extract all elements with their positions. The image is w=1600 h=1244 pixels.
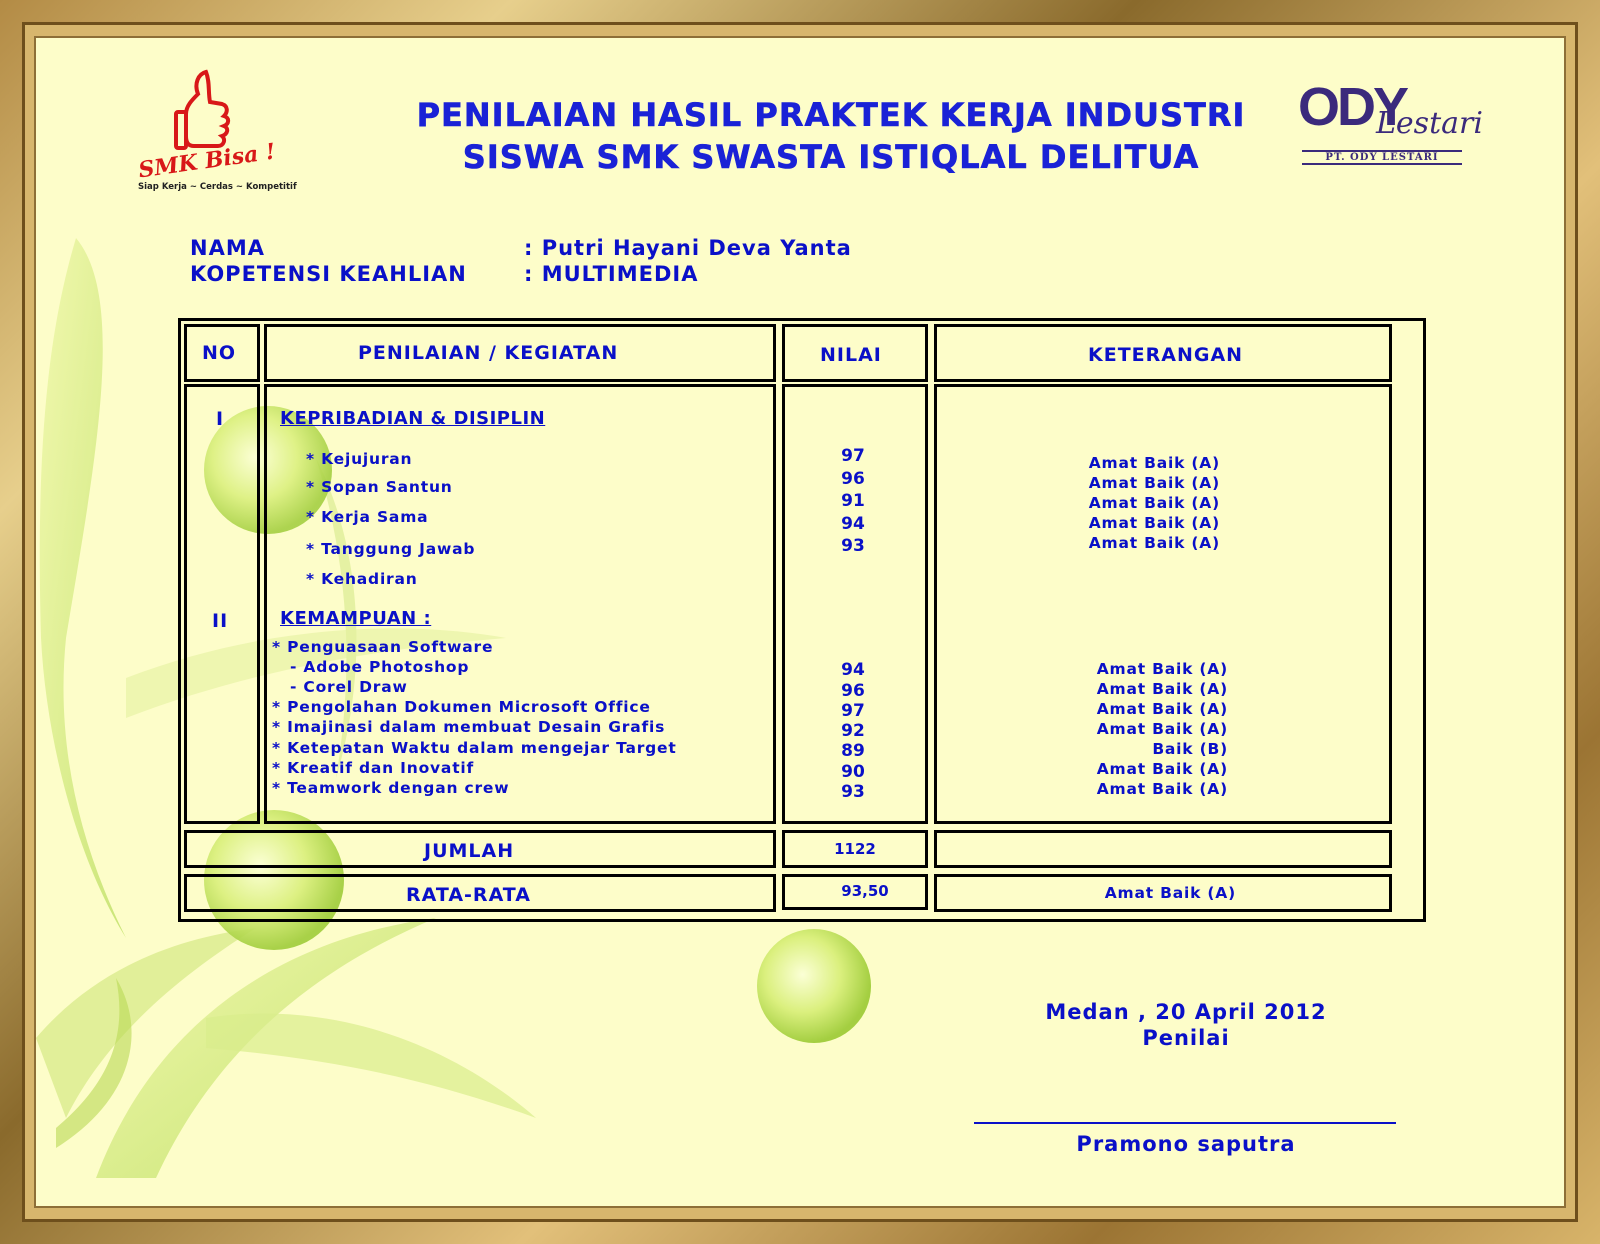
assessor-name: Pramono saputra <box>1076 1132 1296 1156</box>
note-value: Amat Baik (A) <box>1088 494 1220 512</box>
average-note: Amat Baik (A) <box>1104 884 1236 902</box>
list-item: * Ketepatan Waktu dalam mengejar Target <box>272 739 677 757</box>
average-label: RATA-RATA <box>406 884 531 906</box>
note-value: Amat Baik (A) <box>1088 474 1220 492</box>
lestari-text: Lestari <box>1376 106 1483 141</box>
list-item: * Kreatif dan Inovatif <box>272 759 475 777</box>
list-item: * Tanggung Jawab <box>306 540 476 558</box>
score-value: 97 <box>841 446 865 466</box>
score-value: 93 <box>841 782 865 802</box>
list-item: * Teamwork dengan crew <box>272 779 510 797</box>
header-score: NILAI <box>820 344 882 366</box>
header-activity: PENILAIAN / KEGIATAN <box>358 342 619 364</box>
note-value: Baik (B) <box>1152 740 1228 758</box>
list-item: - Corel Draw <box>290 678 408 696</box>
list-item: * Imajinasi dalam membuat Desain Grafis <box>272 718 666 736</box>
place-date: Medan , 20 April 2012 <box>1045 1000 1327 1024</box>
list-item: * Sopan Santun <box>306 478 453 496</box>
list-item: * Penguasaan Software <box>272 638 494 656</box>
list-item: * Kerja Sama <box>306 508 429 526</box>
total-label: JUMLAH <box>424 840 515 862</box>
list-item: - Adobe Photoshop <box>290 658 470 676</box>
header-no: NO <box>202 342 237 364</box>
score-value: 97 <box>841 701 865 721</box>
score-value: 91 <box>841 491 865 511</box>
leaf-shape <box>206 1014 536 1118</box>
leaf-shape <box>40 238 126 938</box>
section2-title: KEMAMPUAN : <box>280 608 432 629</box>
competency-label: KOPETENSI KEAHLIAN <box>190 262 467 286</box>
total-value: 1122 <box>834 840 876 858</box>
note-value: Amat Baik (A) <box>1096 760 1228 778</box>
average-value: 93,50 <box>841 882 889 900</box>
note-value: Amat Baik (A) <box>1096 660 1228 678</box>
section1-number: I <box>216 408 225 430</box>
sphere-decoration <box>757 929 871 1043</box>
name-value: : Putri Hayani Deva Yanta <box>524 236 852 260</box>
note-value: Amat Baik (A) <box>1088 514 1220 532</box>
smk-bisa-tagline: Siap Kerja ~ Cerdas ~ Kompetitif <box>138 182 297 192</box>
ody-caption: PT. ODY LESTARI <box>1302 150 1462 165</box>
competency-value: : MULTIMEDIA <box>524 262 699 286</box>
section2-number: II <box>212 610 229 632</box>
score-value: 94 <box>841 660 865 680</box>
section1-title: KEPRIBADIAN & DISIPLIN <box>280 408 546 429</box>
score-value: 96 <box>841 469 865 489</box>
smk-bisa-text: SMK Bisa ! <box>136 138 278 184</box>
note-value: Amat Baik (A) <box>1088 534 1220 552</box>
note-value: Amat Baik (A) <box>1096 720 1228 738</box>
header-note: KETERANGAN <box>1088 344 1244 366</box>
list-item: * Kejujuran <box>306 450 413 468</box>
smk-bisa-logo <box>136 64 297 194</box>
certificate-paper <box>34 36 1566 1208</box>
note-value: Amat Baik (A) <box>1088 454 1220 472</box>
score-value: 94 <box>841 514 865 534</box>
body-cell-note <box>934 384 1392 824</box>
assessment-table <box>178 318 1426 922</box>
score-value: 89 <box>841 741 865 761</box>
assessor-role: Penilai <box>1142 1026 1230 1050</box>
ody-text: ODY <box>1298 77 1407 137</box>
score-value: 93 <box>841 536 865 556</box>
score-value: 96 <box>841 681 865 701</box>
name-label: NAMA <box>190 236 265 260</box>
signature-line <box>974 1122 1396 1124</box>
list-item: * Pengolahan Dokumen Microsoft Office <box>272 698 651 716</box>
note-value: Amat Baik (A) <box>1096 680 1228 698</box>
score-value: 90 <box>841 762 865 782</box>
list-item: * Kehadiran <box>306 570 418 588</box>
document-title-line1: PENILAIAN HASIL PRAKTEK KERJA INDUSTRI <box>416 96 1246 134</box>
note-value: Amat Baik (A) <box>1096 780 1228 798</box>
document-title-line2: SISWA SMK SWASTA ISTIQLAL DELITUA <box>462 138 1200 176</box>
note-value: Amat Baik (A) <box>1096 700 1228 718</box>
score-value: 92 <box>841 721 865 741</box>
body-cell-no <box>184 384 260 824</box>
total-note-cell <box>934 830 1392 868</box>
